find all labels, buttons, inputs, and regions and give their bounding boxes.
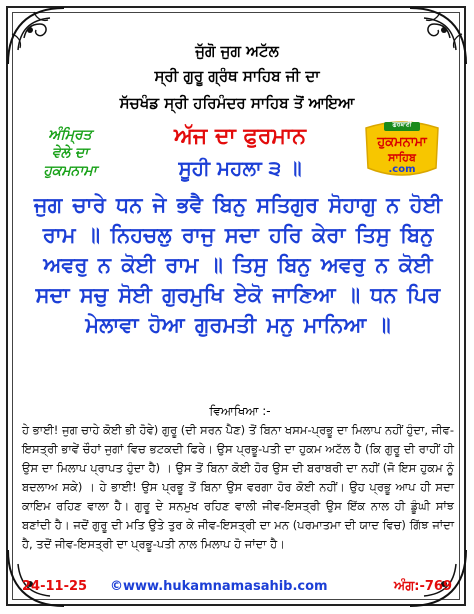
meaning-text: ਹੇ ਭਾਈ! ਜੁਗ ਚਾਹੇ ਕੋਈ ਭੀ ਹੋਵੇ) ਗੁਰੂ (ਦੀ ਸਰਨ ਪੈਣ) ਤੋਂ ਬਿਨਾ ਖਸਮ-ਪ੍ਰਭੂ ਦਾ ਮਿਲਾਪ ਨਹੀਂ ਹੁੰਦਾ, ਜੀਵ-ਇਸਤ੍ਰੀ ਭਾਵੇਂ ਚੌਹਾਂ ਜੁਗਾਂ ਵਿਚ ਭਟਕਦੀ ਫਿਰੇ। ਉਸ ਪ੍ਰਭੂ-ਪਤੀ ਦਾ ਹੁਕਮ ਅਟੱਲ ਹੈ (ਕਿ ਗੁਰੂ ਦੀ ਰਾਹੀਂ ਹੀ ਉਸ ਦਾ ਮਿਲਾਪ ਪ੍ਰਾਪਤ ਹੁੰਦਾ ਹੈ) । ਉਸ ਤੋਂ ਬਿਨਾ ਕੋਈ ਹੋਰ ਉਸ ਦੀ ਬਰਾਬਰੀ ਦਾ ਨਹੀਂ (ਜੋ ਇਸ ਹੁਕਮ ਨੂੰ ਬਦਲਾਅ ਸਕੇ) । ਹੇ ਭਾਈ! ਉਸ ਪ੍ਰਭੂ ਤੋਂ ਬਿਨਾ ਉਸ ਵਰਗਾ ਹੋਰ ਕੋਈ ਨਹੀਂ। ਉਹ ਪ੍ਰਭੂ ਆਪ ਹੀ ਸਦਾ ਕਾਇਮ ਰਹਿਣ ਵਾਲਾ ਹੈ। ਗੁਰੂ ਦੇ ਸਨਮੁਖ ਰਹਿਣ ਵਾਲੀ ਜੀਵ-ਇਸਤ੍ਰੀ ਉਸ ਇੱਕ ਨਾਲ ਹੀ ਡੂੰਘੀ ਸਾਂਝ ਬਣਾਂਦੀ ਹੈ। ਜਦੋਂ ਗੁਰੂ ਦੀ ਮਤਿ ਉਤੇ ਤੁਰ ਕੇ ਜੀਵ-ਇਸਤ੍ਰੀ ਦਾ ਮਨ (ਪਰਮਾਤਮਾ ਦੀ ਯਾਦ ਵਿਚ) ਗਿੱਝ ਜਾਂਦਾ ਹੈ, ਤਦੋਂ ਜੀਵ-ਇਸਤ੍ਰੀ ਦਾ ਪ੍ਰਭੂ-ਪਤੀ ਨਾਲ ਮਿਲਾਪ ਹੋ ਜਾਂਦਾ ਹੈ।: [22, 423, 454, 551]
logo-com-text: .com: [388, 164, 416, 175]
amrit-vele-label: [30, 126, 110, 180]
footer-ang: ਅੰਗ:-769: [394, 579, 452, 594]
vyakhia-label: ਵਿਆਖਿਆ :-: [209, 404, 271, 418]
header-line-1: ਜੁੱਗੋ ਜੁਗ ਅਟੱਲ: [195, 42, 279, 60]
footer-date: 24-11-25: [22, 579, 88, 594]
footer-website-link[interactable]: ©www.hukamnamasahib.com: [110, 579, 328, 594]
footer: [22, 579, 452, 599]
gurbani-verse: ਜੁਗ ਚਾਰੇ ਧਨ ਜੇ ਭਵੈ ਬਿਨੁ ਸਤਿਗੁਰ ਸੋਹਾਗੁ ਨ ਹੋਈ ਰਾਮ ॥ ਨਿਹਚਲੁ ਰਾਜੁ ਸਦਾ ਹਰਿ ਕੇਰਾ ਤਿਸੁ ਬਿਨੁ ਅਵਰੁ ਨ ਕੋਈ ਰਾਮ ॥ ਤਿਸੁ ਬਿਨੁ ਅਵਰੁ ਨ ਕੋਈ ਸਦਾ ਸਚੁ ਸੋਈ ਗੁਰਮੁਖਿ ਏਕੋ ਜਾਣਿਆ ॥ ਧਨ ਪਿਰ ਮੇਲਾਵਾ ਹੋਆ ਗੁਰਮਤੀ ਮਨੁ ਮਾਨਿਆ ॥: [33, 193, 443, 337]
amrit-vele-line: ਅੰਮ੍ਰਿਤ: [48, 127, 92, 143]
logo-sub-text: ਸਾਹਿਬ: [388, 151, 416, 164]
raag-heading: ਸੂਹੀ ਮਹਲਾ ੩ ॥: [178, 156, 302, 180]
page-title: ਅੱਜ ਦਾ ਫੁਰਮਾਨ: [174, 124, 306, 149]
header-line-3: ਸੱਚਖੰਡ ਸ੍ਰੀ ਹਰਿਮੰਦਰ ਸਾਹਿਬ ਤੋਂ ਆਇਆ: [119, 94, 355, 112]
header-line-2: ਸ੍ਰੀ ਗੁਰੂ ਗ੍ਰੰਥ ਸਾਹਿਬ ਜੀ ਦਾ: [154, 67, 320, 85]
amrit-vele-line: ਵੇਲੇ ਦਾ: [51, 145, 89, 161]
logo-top-text: ਗੁਰਬਾਣੀ: [392, 121, 412, 128]
hukamnama-sahib-logo: [360, 118, 444, 182]
logo-main-text: ਹੁਕਮਨਾਮਾ: [377, 135, 427, 150]
amrit-vele-line: ਹੁਕਮਨਾਮਾ: [43, 163, 97, 179]
